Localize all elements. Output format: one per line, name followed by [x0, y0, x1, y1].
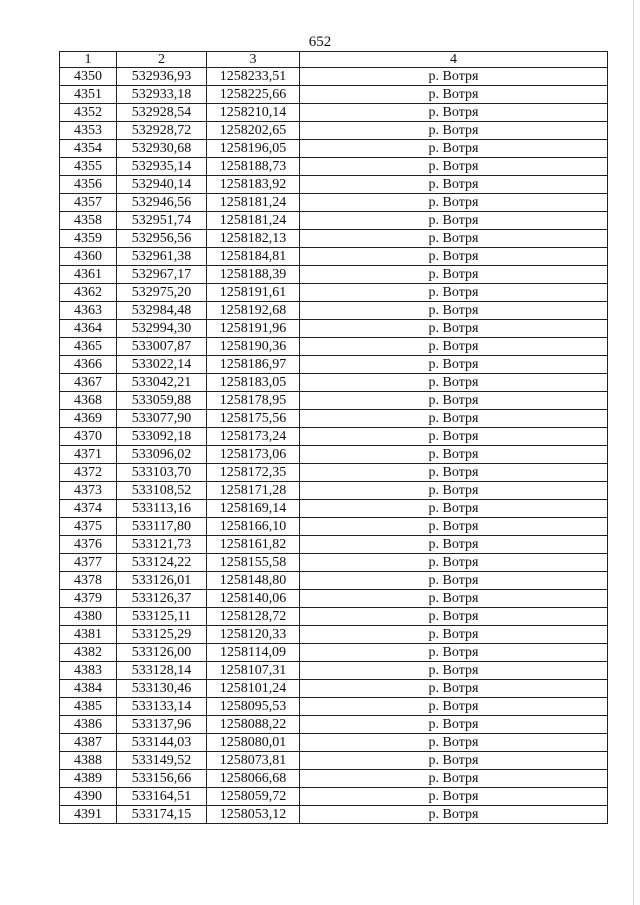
description-cell: р. Вотря — [300, 806, 608, 824]
column-header: 2 — [117, 52, 207, 68]
description-cell: р. Вотря — [300, 338, 608, 356]
table-row — [60, 122, 608, 140]
description-cell: р. Вотря — [300, 266, 608, 284]
x-coordinate-cell: 533022,14 — [117, 356, 207, 374]
x-coordinate-cell: 533042,21 — [117, 374, 207, 392]
point-number-cell: 4381 — [60, 626, 117, 644]
description-cell: р. Вотря — [300, 86, 608, 104]
point-number-cell: 4377 — [60, 554, 117, 572]
table-row — [60, 320, 608, 338]
x-coordinate-cell: 533125,29 — [117, 626, 207, 644]
table-row — [60, 338, 608, 356]
y-coordinate-cell: 1258186,97 — [207, 356, 300, 374]
x-coordinate-cell: 533130,46 — [117, 680, 207, 698]
y-coordinate-cell: 1258066,68 — [207, 770, 300, 788]
table-row — [60, 248, 608, 266]
x-coordinate-cell: 532961,38 — [117, 248, 207, 266]
table-row — [60, 410, 608, 428]
point-number-cell: 4386 — [60, 716, 117, 734]
description-cell: р. Вотря — [300, 320, 608, 338]
y-coordinate-cell: 1258188,39 — [207, 266, 300, 284]
point-number-cell: 4387 — [60, 734, 117, 752]
table-row — [60, 788, 608, 806]
description-cell: р. Вотря — [300, 554, 608, 572]
point-number-cell: 4373 — [60, 482, 117, 500]
point-number-cell: 4352 — [60, 104, 117, 122]
point-number-cell: 4355 — [60, 158, 117, 176]
table-body — [60, 68, 608, 824]
x-coordinate-cell: 533156,66 — [117, 770, 207, 788]
table-row — [60, 698, 608, 716]
x-coordinate-cell: 532984,48 — [117, 302, 207, 320]
point-number-cell: 4350 — [60, 68, 117, 86]
table-row — [60, 284, 608, 302]
point-number-cell: 4359 — [60, 230, 117, 248]
point-number-cell: 4366 — [60, 356, 117, 374]
y-coordinate-cell: 1258188,73 — [207, 158, 300, 176]
point-number-cell: 4375 — [60, 518, 117, 536]
table-row — [60, 392, 608, 410]
table-row — [60, 230, 608, 248]
y-coordinate-cell: 1258202,65 — [207, 122, 300, 140]
point-number-cell: 4370 — [60, 428, 117, 446]
point-number-cell: 4374 — [60, 500, 117, 518]
point-number-cell: 4372 — [60, 464, 117, 482]
y-coordinate-cell: 1258183,05 — [207, 374, 300, 392]
point-number-cell: 4369 — [60, 410, 117, 428]
description-cell: р. Вотря — [300, 590, 608, 608]
x-coordinate-cell: 533144,03 — [117, 734, 207, 752]
table-row — [60, 680, 608, 698]
description-cell: р. Вотря — [300, 392, 608, 410]
y-coordinate-cell: 1258140,06 — [207, 590, 300, 608]
table-row — [60, 212, 608, 230]
description-cell: р. Вотря — [300, 284, 608, 302]
description-cell: р. Вотря — [300, 428, 608, 446]
y-coordinate-cell: 1258059,72 — [207, 788, 300, 806]
x-coordinate-cell: 533137,96 — [117, 716, 207, 734]
x-coordinate-cell: 532975,20 — [117, 284, 207, 302]
y-coordinate-cell: 1258169,14 — [207, 500, 300, 518]
table-row — [60, 536, 608, 554]
y-coordinate-cell: 1258175,56 — [207, 410, 300, 428]
point-number-cell: 4376 — [60, 536, 117, 554]
y-coordinate-cell: 1258178,95 — [207, 392, 300, 410]
column-header: 3 — [207, 52, 300, 68]
table-row — [60, 518, 608, 536]
x-coordinate-cell: 532935,14 — [117, 158, 207, 176]
x-coordinate-cell: 533113,16 — [117, 500, 207, 518]
point-number-cell: 4364 — [60, 320, 117, 338]
point-number-cell: 4357 — [60, 194, 117, 212]
table-row — [60, 86, 608, 104]
point-number-cell: 4389 — [60, 770, 117, 788]
y-coordinate-cell: 1258107,31 — [207, 662, 300, 680]
x-coordinate-cell: 533092,18 — [117, 428, 207, 446]
y-coordinate-cell: 1258191,61 — [207, 284, 300, 302]
y-coordinate-cell: 1258080,01 — [207, 734, 300, 752]
point-number-cell: 4368 — [60, 392, 117, 410]
description-cell: р. Вотря — [300, 194, 608, 212]
x-coordinate-cell: 533108,52 — [117, 482, 207, 500]
y-coordinate-cell: 1258184,81 — [207, 248, 300, 266]
description-cell: р. Вотря — [300, 122, 608, 140]
y-coordinate-cell: 1258053,12 — [207, 806, 300, 824]
table-row — [60, 356, 608, 374]
y-coordinate-cell: 1258192,68 — [207, 302, 300, 320]
x-coordinate-cell: 533128,14 — [117, 662, 207, 680]
table-row — [60, 644, 608, 662]
x-coordinate-cell: 533117,80 — [117, 518, 207, 536]
y-coordinate-cell: 1258182,13 — [207, 230, 300, 248]
table-row — [60, 770, 608, 788]
table-row — [60, 68, 608, 86]
y-coordinate-cell: 1258172,35 — [207, 464, 300, 482]
x-coordinate-cell: 533007,87 — [117, 338, 207, 356]
table-row — [60, 626, 608, 644]
point-number-cell: 4388 — [60, 752, 117, 770]
point-number-cell: 4390 — [60, 788, 117, 806]
x-coordinate-cell: 533124,22 — [117, 554, 207, 572]
description-cell: р. Вотря — [300, 104, 608, 122]
x-coordinate-cell: 532994,30 — [117, 320, 207, 338]
x-coordinate-cell: 533126,01 — [117, 572, 207, 590]
y-coordinate-cell: 1258183,92 — [207, 176, 300, 194]
x-coordinate-cell: 533149,52 — [117, 752, 207, 770]
x-coordinate-cell: 533121,73 — [117, 536, 207, 554]
point-number-cell: 4385 — [60, 698, 117, 716]
x-coordinate-cell: 533103,70 — [117, 464, 207, 482]
table-row — [60, 158, 608, 176]
description-cell: р. Вотря — [300, 230, 608, 248]
table-row — [60, 806, 608, 824]
y-coordinate-cell: 1258173,06 — [207, 446, 300, 464]
coordinates-table — [59, 51, 608, 824]
description-cell: р. Вотря — [300, 500, 608, 518]
y-coordinate-cell: 1258181,24 — [207, 212, 300, 230]
description-cell: р. Вотря — [300, 140, 608, 158]
y-coordinate-cell: 1258095,53 — [207, 698, 300, 716]
description-cell: р. Вотря — [300, 158, 608, 176]
x-coordinate-cell: 532933,18 — [117, 86, 207, 104]
point-number-cell: 4360 — [60, 248, 117, 266]
table-row — [60, 464, 608, 482]
y-coordinate-cell: 1258190,36 — [207, 338, 300, 356]
x-coordinate-cell: 532951,74 — [117, 212, 207, 230]
y-coordinate-cell: 1258233,51 — [207, 68, 300, 86]
point-number-cell: 4363 — [60, 302, 117, 320]
x-coordinate-cell: 532956,56 — [117, 230, 207, 248]
description-cell: р. Вотря — [300, 410, 608, 428]
table-row — [60, 266, 608, 284]
description-cell: р. Вотря — [300, 212, 608, 230]
description-cell: р. Вотря — [300, 788, 608, 806]
table-row — [60, 500, 608, 518]
y-coordinate-cell: 1258171,28 — [207, 482, 300, 500]
description-cell: р. Вотря — [300, 464, 608, 482]
x-coordinate-cell: 533174,15 — [117, 806, 207, 824]
table-row — [60, 140, 608, 158]
point-number-cell: 4382 — [60, 644, 117, 662]
column-header: 4 — [300, 52, 608, 68]
point-number-cell: 4354 — [60, 140, 117, 158]
table-row — [60, 572, 608, 590]
point-number-cell: 4380 — [60, 608, 117, 626]
table-row — [60, 176, 608, 194]
description-cell: р. Вотря — [300, 770, 608, 788]
point-number-cell: 4351 — [60, 86, 117, 104]
point-number-cell: 4383 — [60, 662, 117, 680]
point-number-cell: 4378 — [60, 572, 117, 590]
table-row — [60, 716, 608, 734]
y-coordinate-cell: 1258166,10 — [207, 518, 300, 536]
x-coordinate-cell: 532930,68 — [117, 140, 207, 158]
description-cell: р. Вотря — [300, 356, 608, 374]
point-number-cell: 4365 — [60, 338, 117, 356]
x-coordinate-cell: 533125,11 — [117, 608, 207, 626]
table-row — [60, 608, 608, 626]
y-coordinate-cell: 1258114,09 — [207, 644, 300, 662]
y-coordinate-cell: 1258088,22 — [207, 716, 300, 734]
table-row — [60, 104, 608, 122]
table-row — [60, 554, 608, 572]
y-coordinate-cell: 1258161,82 — [207, 536, 300, 554]
description-cell: р. Вотря — [300, 734, 608, 752]
x-coordinate-cell: 533126,37 — [117, 590, 207, 608]
y-coordinate-cell: 1258120,33 — [207, 626, 300, 644]
table-row — [60, 734, 608, 752]
y-coordinate-cell: 1258196,05 — [207, 140, 300, 158]
y-coordinate-cell: 1258225,66 — [207, 86, 300, 104]
point-number-cell: 4384 — [60, 680, 117, 698]
x-coordinate-cell: 533096,02 — [117, 446, 207, 464]
point-number-cell: 4356 — [60, 176, 117, 194]
description-cell: р. Вотря — [300, 608, 608, 626]
description-cell: р. Вотря — [300, 662, 608, 680]
description-cell: р. Вотря — [300, 680, 608, 698]
y-coordinate-cell: 1258128,72 — [207, 608, 300, 626]
x-coordinate-cell: 533164,51 — [117, 788, 207, 806]
y-coordinate-cell: 1258191,96 — [207, 320, 300, 338]
description-cell: р. Вотря — [300, 752, 608, 770]
scan-edge-line — [633, 0, 634, 905]
x-coordinate-cell: 533077,90 — [117, 410, 207, 428]
x-coordinate-cell: 533059,88 — [117, 392, 207, 410]
description-cell: р. Вотря — [300, 572, 608, 590]
page-number: 652 — [308, 34, 332, 50]
x-coordinate-cell: 532940,14 — [117, 176, 207, 194]
y-coordinate-cell: 1258073,81 — [207, 752, 300, 770]
table-row — [60, 194, 608, 212]
table-row — [60, 482, 608, 500]
table-row — [60, 302, 608, 320]
point-number-cell: 4361 — [60, 266, 117, 284]
point-number-cell: 4371 — [60, 446, 117, 464]
y-coordinate-cell: 1258210,14 — [207, 104, 300, 122]
point-number-cell: 4362 — [60, 284, 117, 302]
x-coordinate-cell: 532936,93 — [117, 68, 207, 86]
description-cell: р. Вотря — [300, 626, 608, 644]
y-coordinate-cell: 1258173,24 — [207, 428, 300, 446]
table-row — [60, 662, 608, 680]
point-number-cell: 4391 — [60, 806, 117, 824]
description-cell: р. Вотря — [300, 482, 608, 500]
column-header: 1 — [60, 52, 117, 68]
description-cell: р. Вотря — [300, 302, 608, 320]
description-cell: р. Вотря — [300, 644, 608, 662]
description-cell: р. Вотря — [300, 716, 608, 734]
description-cell: р. Вотря — [300, 536, 608, 554]
x-coordinate-cell: 532946,56 — [117, 194, 207, 212]
point-number-cell: 4358 — [60, 212, 117, 230]
y-coordinate-cell: 1258101,24 — [207, 680, 300, 698]
description-cell: р. Вотря — [300, 446, 608, 464]
table-row — [60, 590, 608, 608]
x-coordinate-cell: 532967,17 — [117, 266, 207, 284]
table-header-row — [60, 52, 608, 68]
x-coordinate-cell: 533133,14 — [117, 698, 207, 716]
description-cell: р. Вотря — [300, 176, 608, 194]
description-cell: р. Вотря — [300, 248, 608, 266]
table-row — [60, 428, 608, 446]
description-cell: р. Вотря — [300, 698, 608, 716]
point-number-cell: 4367 — [60, 374, 117, 392]
x-coordinate-cell: 533126,00 — [117, 644, 207, 662]
description-cell: р. Вотря — [300, 68, 608, 86]
point-number-cell: 4353 — [60, 122, 117, 140]
table-row — [60, 752, 608, 770]
y-coordinate-cell: 1258155,58 — [207, 554, 300, 572]
table-row — [60, 374, 608, 392]
x-coordinate-cell: 532928,54 — [117, 104, 207, 122]
table-row — [60, 446, 608, 464]
y-coordinate-cell: 1258148,80 — [207, 572, 300, 590]
x-coordinate-cell: 532928,72 — [117, 122, 207, 140]
y-coordinate-cell: 1258181,24 — [207, 194, 300, 212]
point-number-cell: 4379 — [60, 590, 117, 608]
description-cell: р. Вотря — [300, 518, 608, 536]
description-cell: р. Вотря — [300, 374, 608, 392]
